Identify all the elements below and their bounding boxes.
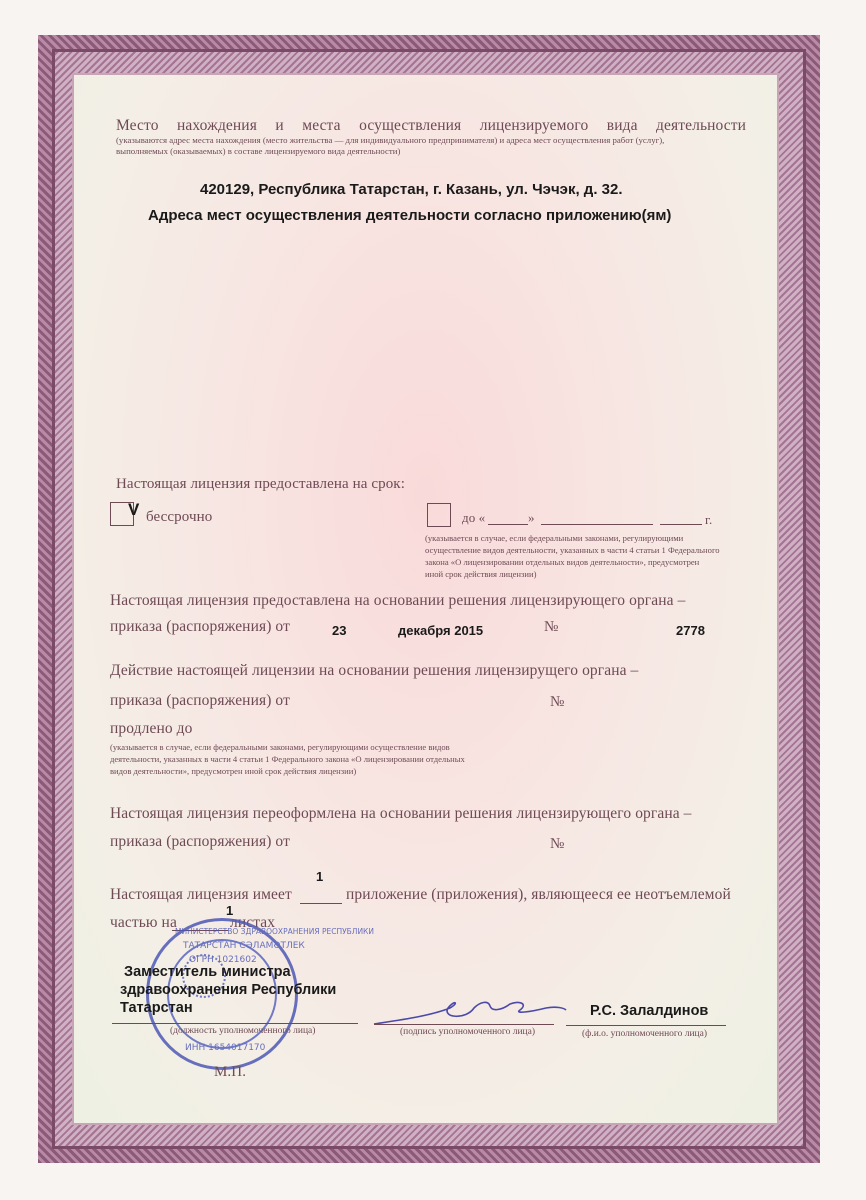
extension-line-1: Действие настоящей лицензии на основании решения лицензирущего органа –: [110, 662, 639, 679]
appendix-line-2a: частью на: [110, 914, 177, 931]
signer-name: Р.С. Залалдинов: [590, 1003, 709, 1019]
basis-day: 23: [332, 623, 347, 638]
basis-month-year: декабря 2015: [398, 623, 484, 638]
indefinite-check-mark: V: [128, 500, 140, 519]
position-line: [112, 1023, 358, 1024]
appendix-line-2b: листах: [230, 914, 276, 931]
name-line: [566, 1025, 726, 1026]
seal-ring-text-2: ТАТАРСТАН СӘЛАМӘТЛЕК: [183, 941, 305, 951]
extension-note-2: деятельности, указанных в части 4 статьи 1 Федерального закона «О лицензировании отдельных: [110, 754, 465, 764]
appendix-line-1b: приложение (приложения), являющееся ее неотъемлемой: [346, 886, 731, 903]
basis-number: 2778: [676, 623, 705, 638]
stamp-place-mark: М.П.: [214, 1064, 247, 1080]
name-caption: (ф.и.о. уполномоченного лица): [582, 1029, 708, 1039]
seal-inn: ИНН 1654017170: [185, 1043, 266, 1053]
location-note-1: (указываются адрес места нахождения (место жительства — для индивидуального предпринимателя) и адреса мест осуществления работ (услуг),: [116, 135, 665, 145]
term-until-close: »: [528, 510, 535, 525]
signer-position-1: Заместитель министра: [124, 964, 291, 980]
seal-ring-text: МИНИСТЕРСТВО ЗДРАВООХРАНЕНИЯ РЕСПУБЛИКИ: [175, 927, 374, 936]
basis-line-1: Настоящая лицензия предоставлена на основании решения лицензирующего органа –: [110, 592, 686, 609]
term-until-month-line: [541, 524, 653, 525]
extension-note-1: (указывается в случае, если федеральными законами, регулирующими осуществление видов: [110, 742, 450, 752]
extension-line-2: приказа (распоряжения) от: [110, 692, 290, 709]
activity-places: Адреса мест осуществления деятельности согласно приложению(ям): [148, 207, 672, 224]
signer-position-2: здравоохранения Республики: [120, 982, 337, 998]
extension-note-3: видов деятельности», предусмотрен иной срок действия лицензии): [110, 766, 357, 776]
location-note-2: выполняемых (оказываемых) в составе лицензируемого вида деятельности): [116, 146, 401, 156]
extension-number-sign: №: [550, 694, 565, 710]
term-until-note-2: осуществление видов деятельности, указанных в части 4 статьи 1 Федерального: [425, 545, 720, 555]
license-address: 420129, Республика Татарстан, г. Казань, ул. Чэчэк, д. 32.: [200, 181, 623, 198]
indefinite-label: бессрочно: [146, 509, 213, 525]
signature-caption: (подпись уполномоченного лица): [400, 1027, 536, 1037]
appendix-count: 1: [316, 869, 324, 884]
basis-line-2: приказа (распоряжения) от: [110, 618, 290, 635]
term-until-note-1: (указывается в случае, если федеральными законами, регулирующими: [425, 533, 684, 543]
location-heading: Место нахождения и места осуществления лицензируемого вида деятельности: [116, 117, 746, 134]
reissue-line-1: Настоящая лицензия переоформлена на основании решения лицензирующего органа –: [110, 805, 692, 822]
basis-number-sign: №: [544, 619, 559, 635]
signature-line: [374, 1024, 554, 1025]
term-until-year-suffix: г.: [705, 512, 713, 527]
term-until-note-4: иной срок действия лицензии): [425, 569, 537, 579]
appendix-line-1a: Настоящая лицензия имеет: [110, 886, 292, 903]
term-label: Настоящая лицензия предоставлена на срок:: [116, 476, 405, 492]
reissue-line-2: приказа (распоряжения) от: [110, 833, 290, 850]
reissue-number-sign: №: [550, 836, 565, 852]
seal-ogrn: ОГРН 1021602: [189, 955, 257, 965]
appendix-count-line: [300, 903, 342, 904]
term-until-day-line: [488, 524, 528, 525]
term-until-note-3: закона «О лицензировании отдельных видов деятельности», предусмотрен: [425, 557, 700, 567]
term-until-checkbox[interactable]: [427, 503, 451, 527]
appendix-sheets: 1: [226, 903, 234, 918]
term-until-year-line: [660, 524, 702, 525]
signer-position-3: Татарстан: [120, 1000, 193, 1016]
position-caption: (должность уполномоченного лица): [170, 1026, 316, 1036]
term-until-prefix: до «: [462, 510, 486, 525]
extension-until-label: продлено до: [110, 720, 193, 737]
